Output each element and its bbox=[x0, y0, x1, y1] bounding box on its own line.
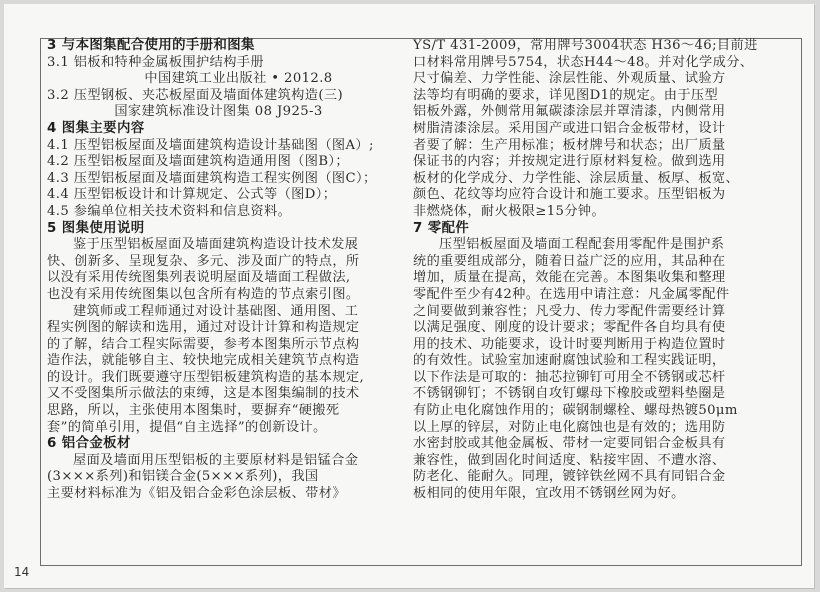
item-3-1: 3.1 铝板和特种金属板围护结构手册 bbox=[47, 54, 264, 70]
item-3-1-publisher: 中国建筑工业出版社 • 2012.8 bbox=[144, 71, 333, 87]
sec5-line: 的设计。我们既要遵守压型铝板建筑构造的基本规定, bbox=[47, 369, 365, 385]
sec5-line: 思路，所以，主张使用本图集时，要摒弃“硬搬死 bbox=[47, 403, 340, 419]
sec7-line: 增加，质量在提高，效能在完善。本图集收集和整理 bbox=[413, 270, 726, 286]
sec7-line: 板相同的使用年限，宜改用不锈钢丝网为好。 bbox=[413, 486, 685, 502]
item-4-5: 4.5 参编单位相关技术资料和信息资料。 bbox=[47, 203, 292, 219]
sec5-line: 以没有采用传统图集列表说明屋面及墙面工程做法, bbox=[47, 270, 351, 286]
sec7-line: 水密封胶或其他金属板、带材一定要同铝合金板具有 bbox=[413, 436, 726, 452]
sec7-line: 压型铝板屋面及墙面工程配套用零配件是围护系 bbox=[439, 237, 725, 253]
item-4-4: 4.4 压型铝板设计和计算规定、公式等（图D）； bbox=[47, 187, 337, 203]
item-4-3: 4.3 压型铝板屋面及墙面建筑构造工程实例图（图C）； bbox=[47, 170, 377, 186]
item-3-2-publisher: 国家建筑标准设计图集 08 J925-3 bbox=[114, 104, 323, 120]
sec6-cont-line: 铝板外露，外侧常用氟碳漆涂层并罩清漆，内侧常用 bbox=[413, 104, 726, 120]
sec7-line: 用的技术、功能要求，设计时要判断用于构造位置时 bbox=[413, 336, 726, 352]
sec7-line: 以满足强度、刚度的设计要求；零配件各自均具有使 bbox=[413, 320, 726, 336]
sec6-cont-line: 颜色、花纹等均应符合设计和施工要求。压型铝板为 bbox=[413, 187, 726, 203]
sec5-line: 造作法，就能够自主、较快地完成相关建筑节点构造 bbox=[47, 353, 360, 369]
sec5-line: 鉴于压型铝板屋面及墙面建筑构造设计技术发展 bbox=[73, 237, 359, 253]
left-column bbox=[47, 38, 390, 503]
sec7-line: 零配件至少有42种。在选用中请注意：凡金属零配件 bbox=[413, 286, 730, 302]
sec6-cont-line: 非燃烧体，耐火极限≥15分钟。 bbox=[413, 203, 606, 219]
page-number: 14 bbox=[14, 565, 30, 579]
sec5-line: 的了解，结合工程实际需要，参考本图集所示节点构 bbox=[47, 336, 360, 352]
sec7-line: 不锈钢铆钉；不锈钢自攻钉螺母下橡胶或塑料垫圈是 bbox=[413, 386, 726, 402]
sec7-line: 以下作法是可取的：抽芯拉铆钉可用全不锈钢或芯杆 bbox=[413, 369, 726, 385]
sec7-line: 统的重要组成部分，随着日益广泛的应用，其品种在 bbox=[413, 253, 726, 269]
sec7-line: 之间要做到兼容性；凡受力、传力零配件需要经计算 bbox=[413, 303, 726, 319]
sec6-cont-line: 树脂清漆涂层。采用国产或进口铝合金板带材，设计 bbox=[413, 120, 726, 136]
sec6-cont-line: YS/T 431-2009，常用牌号3004状态 H36～46;目前进 bbox=[413, 38, 758, 53]
sec5-line: 又不受图集所示做法的束缚，这是本图集编制的技术 bbox=[47, 386, 360, 402]
sec7-line: 防老化、能耐久。同理，镀锌铁丝网不具有同铝合金 bbox=[413, 469, 726, 485]
sec6-cont-line: 者要了解：生产用标准；板材牌号和状态；出厂质量 bbox=[413, 137, 726, 153]
sec5-line: 建筑师或工程师通过对设计基础图、通用图、工 bbox=[73, 303, 359, 319]
sec5-line: 程实例图的解读和选用，通过对设计计算和构造规定 bbox=[47, 320, 360, 336]
section-7-heading: 7 零配件 bbox=[413, 220, 470, 236]
sec6-cont-line: 尺寸偏差、力学性能、涂层性能、外观质量、试验方 bbox=[413, 71, 726, 87]
sec5-line: 套”的简单引用，提倡“自主选择”的创新设计。 bbox=[47, 419, 327, 435]
sec6-line: 主要材料标准为《铝及铝合金彩色涂层板、带材》 bbox=[47, 486, 346, 502]
right-column bbox=[413, 38, 780, 503]
sec6-cont-line: 法等均有明确的要求，详见图D1的规定。由于压型 bbox=[413, 87, 719, 103]
section-3-heading: 3 与本图集配合使用的手册和图集 bbox=[47, 38, 255, 53]
item-4-1: 4.1 压型铝板屋面及墙面建筑构造设计基础图（图A）; bbox=[47, 137, 374, 153]
sec7-line: 以上厚的锌层，对防止电化腐蚀也是有效的；选用防 bbox=[413, 419, 726, 435]
sec7-line: 的有效性。试验室加速耐腐蚀试验和工程实践证明， bbox=[413, 353, 726, 369]
section-6-heading: 6 铝合金板材 bbox=[47, 436, 131, 452]
sec5-line: 也没有采用传统图集以包含所有构造的节点索引图。 bbox=[47, 286, 360, 302]
sec6-cont-line: 保证书的内容；并按规定进行原材料复检。做到选用 bbox=[413, 154, 726, 170]
sec5-line: 快、创新多、呈现复杂、多元、涉及面广的特点，所 bbox=[47, 253, 360, 269]
section-5-heading: 5 图集使用说明 bbox=[47, 220, 145, 236]
sec7-line: 兼容性，做到固化时间适度、粘接牢固、不遭水溶、 bbox=[413, 452, 726, 468]
item-4-2: 4.2 压型铝板屋面及墙面建筑构造通用图（图B）； bbox=[47, 154, 350, 170]
sec6-cont-line: 板材的化学成分、力学性能、涂层质量、板厚、板宽、 bbox=[413, 170, 740, 186]
item-3-2: 3.2 压型钢板、夹芯板屋面及墙面体建筑构造(三) bbox=[47, 87, 344, 103]
section-4-heading: 4 图集主要内容 bbox=[47, 120, 145, 136]
sec6-line: (3×××系列)和铝镁合金(5×××系列)，我国 bbox=[47, 469, 319, 485]
sec6-line: 屋面及墙面用压型铝板的主要原材料是铝锰合金 bbox=[73, 452, 359, 468]
sec7-line: 有防止电化腐蚀作用的；碳钢制螺栓、螺母热镀50μm bbox=[413, 403, 738, 419]
sec6-cont-line: 口材料常用牌号5754，状态H44～48。并对化学成分、 bbox=[413, 54, 754, 70]
